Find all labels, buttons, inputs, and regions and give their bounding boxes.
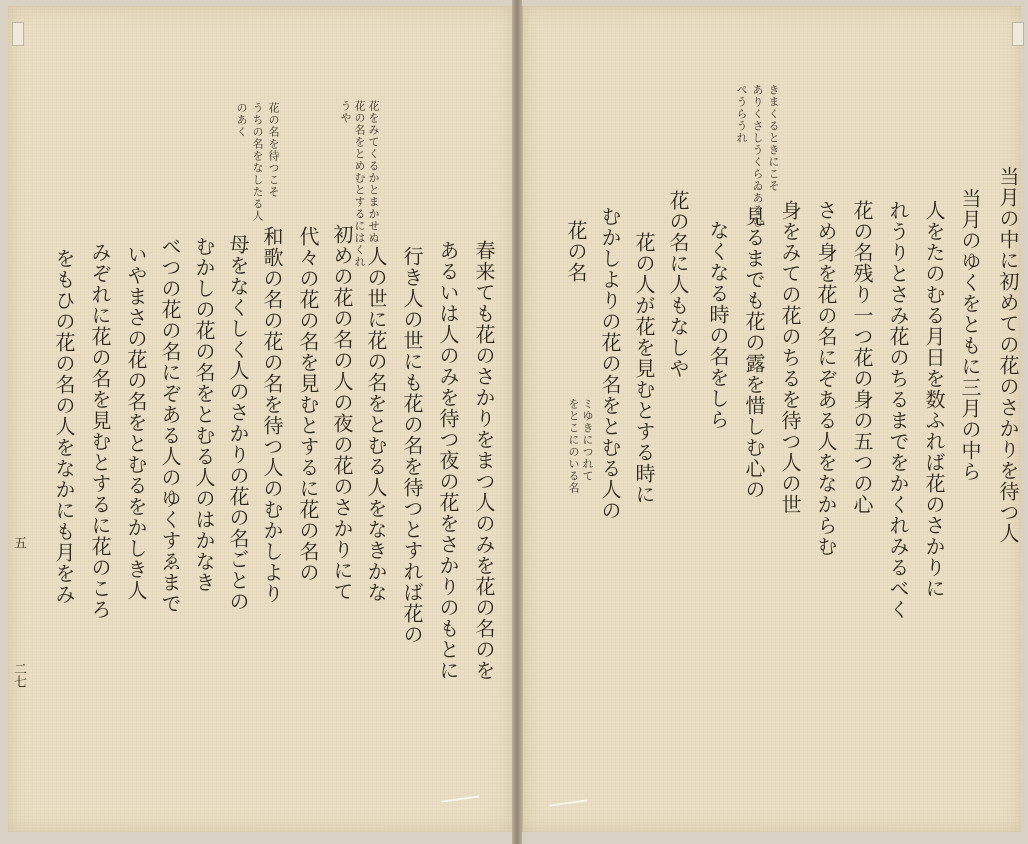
text-line: いやまさの花の名をとむるをかしき人	[124, 244, 148, 601]
text-line: 花の人が花を見むとする時に	[632, 232, 656, 505]
text-line: 当月のゆくをともに三月の中ら	[958, 188, 982, 482]
top-note-line: きまくるときにこそ	[767, 84, 780, 192]
text-line: 身をみての花のちるを待つ人の世	[778, 200, 802, 515]
text-line: 花の名	[564, 220, 588, 283]
text-line: れうりとさみ花のちるまでをかくれみるべく	[886, 200, 910, 620]
note-line: のあく	[235, 102, 248, 138]
text-line: みぞれに花の名を見むとするに花のころ	[88, 242, 112, 620]
page-number: 五	[11, 536, 26, 549]
small-note: をとこにのいる名	[567, 398, 580, 494]
text-line: をもひの花の名の人をなかにも月をみ	[52, 248, 76, 605]
text-line: 見るまでも花の露を惜しむ心の	[742, 206, 766, 500]
text-line: 母をなくしく人のさかりの花の名ごとの	[226, 234, 250, 612]
text-line: 代々の花の名を見むとするに花の名の	[296, 226, 320, 583]
text-line: 当月の中に初めての花のさかりを待つ人	[996, 166, 1020, 544]
text-line: べつの花の名にぞある人のゆくすゑまで	[158, 236, 182, 614]
text-line: 和歌の名の花の名を待つ人のむかしより	[260, 226, 284, 604]
text-line: 春来ても花のさかりをまつ人のみを花の名のを	[472, 240, 496, 681]
text-line: 初めの花の名の人の夜の花のさかりにて	[330, 224, 354, 602]
page-tab-left	[12, 22, 24, 46]
text-line: 人の世に花の名をとむる人をなきかな	[364, 246, 388, 603]
book-gutter	[512, 0, 522, 844]
top-note-line: ぺうらうれ	[735, 84, 748, 144]
text-line: 花の名残り一つ花の身の五つの心	[850, 200, 874, 515]
text-line: 行き人の世にも花の名を待つとすれば花の	[400, 246, 424, 645]
text-line: むかしの花の名をとむる人のはかなき	[192, 236, 216, 593]
note-line: うちの名をなしたる人	[251, 102, 264, 222]
note-line: うや	[339, 100, 352, 124]
text-line: 人をたのむる月日を数ふれば花のさかりに	[922, 200, 946, 599]
text-line: なくなる時の名をしら	[706, 220, 730, 430]
small-note: ミゆきにつれて	[581, 398, 594, 482]
leaf-number: 二七	[11, 662, 26, 688]
text-line: 花の名に人もなしや	[666, 190, 690, 379]
note-line: 花をみてくるかとまかせぬ	[367, 100, 380, 244]
text-line: さめ身を花の名にぞある人をなからむ	[814, 200, 838, 557]
text-line: あるいは人のみを待つ夜の花をさかりのもとに	[436, 240, 460, 681]
top-note-line: ありくさしうくらゐあるむ	[751, 84, 764, 228]
note-line: 花の名をとめむとするにはくれ	[353, 100, 366, 268]
page-tab-right	[1012, 22, 1024, 46]
text-line: むかしよりの花の名をとむる人の	[598, 206, 622, 521]
note-line: 花の名を待つこそ	[267, 102, 280, 198]
